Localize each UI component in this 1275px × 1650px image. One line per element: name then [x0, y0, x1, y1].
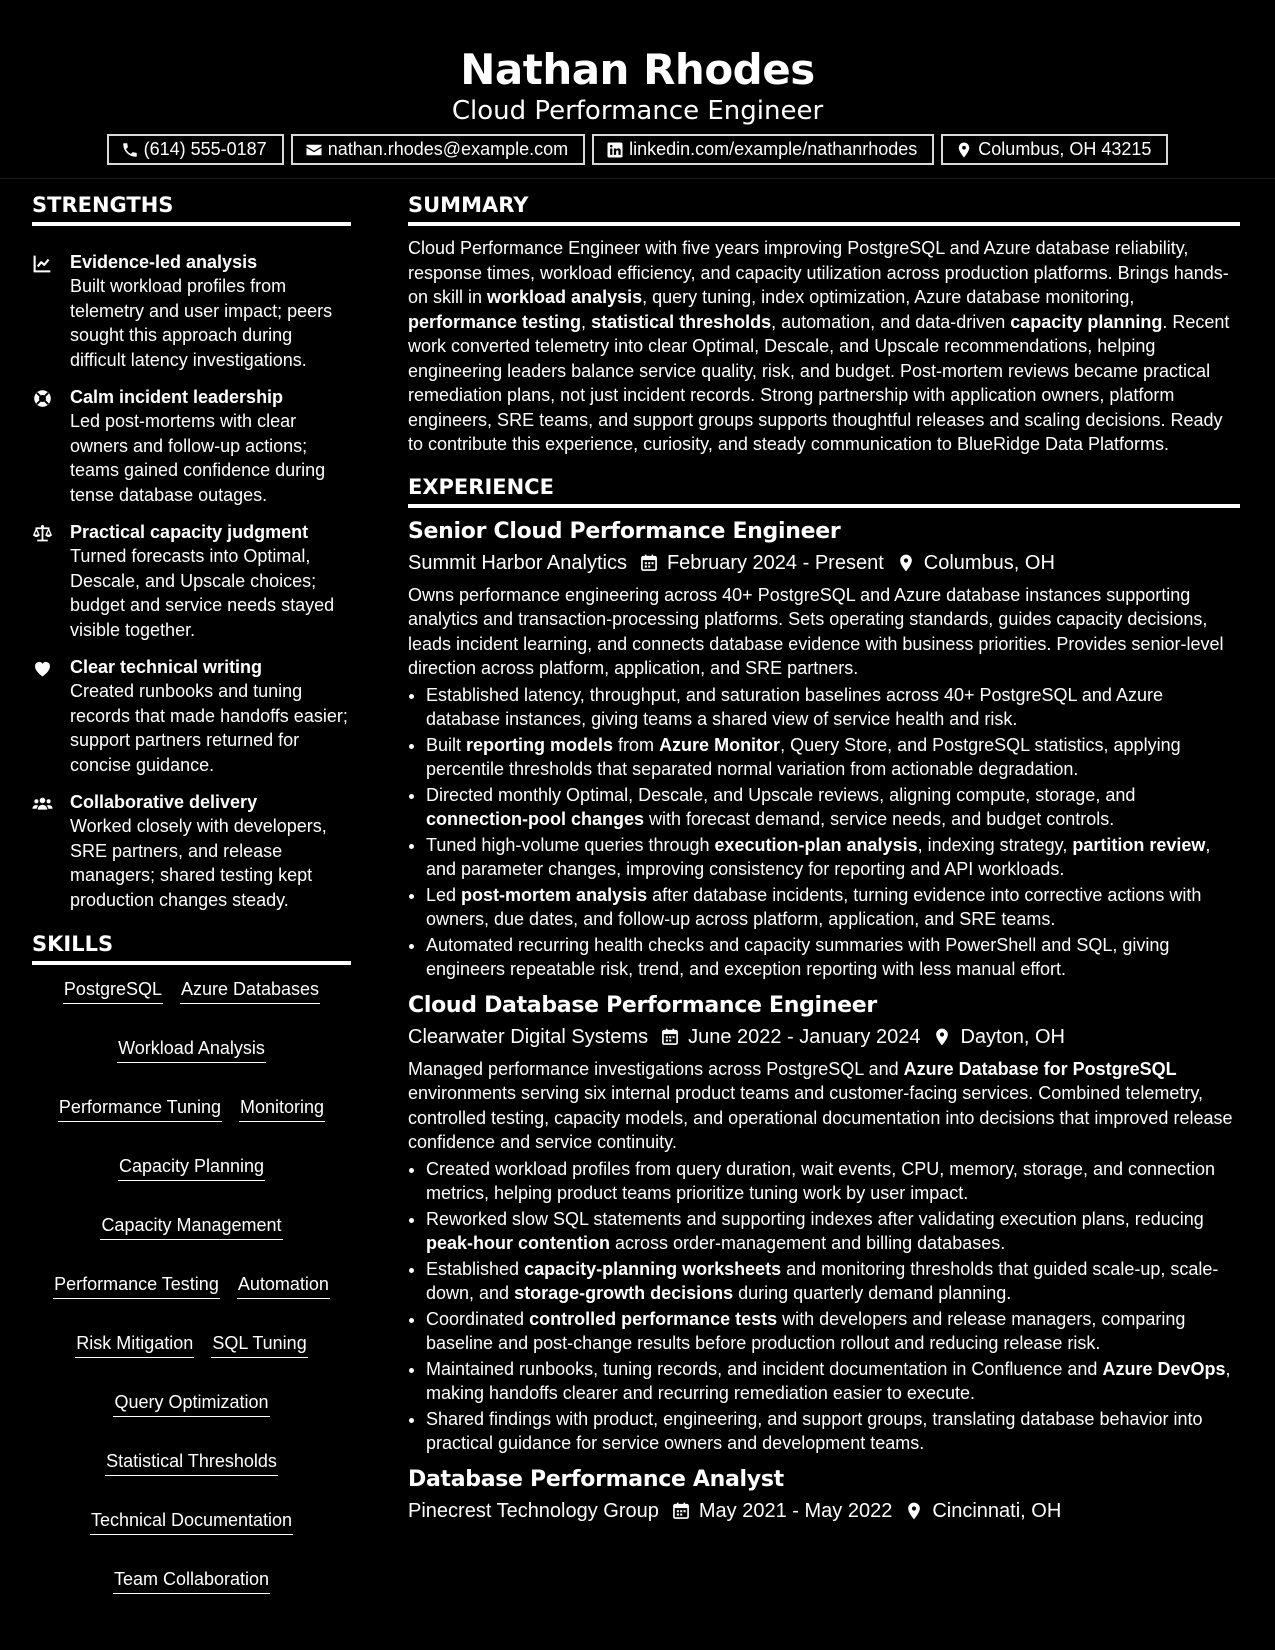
skill-tag: Query Optimization: [113, 1390, 269, 1417]
job-bullet: [426, 1157, 1240, 1206]
text-run: , making handoffs clearer and recurring remediation easier to execute.: [426, 1358, 1231, 1403]
skill-tag: PostgreSQL: [63, 977, 163, 1004]
strength-body: [70, 520, 351, 642]
job-location: Dayton, OH: [960, 1025, 1065, 1048]
job-dates: May 2021 - May 2022: [698, 1499, 893, 1522]
strengths-list: [32, 250, 351, 912]
job-title: Database Performance Analyst: [408, 1466, 784, 1492]
job-bullet: [426, 683, 1240, 732]
strength-item: [32, 520, 351, 642]
job-bullet: [426, 1257, 1240, 1306]
map-pin-icon: [892, 1501, 932, 1521]
job-bullet: [426, 1407, 1240, 1456]
skill-tag: Capacity Planning: [118, 1154, 265, 1181]
contact-item-envelope[interactable]: [291, 134, 585, 165]
strength-description: Turned forecasts into Optimal, Descale, and Upscale choices; budget and service needs stayed visible together.: [70, 546, 335, 640]
phone-icon: [121, 141, 139, 159]
strength-title: Calm incident leadership: [70, 387, 284, 407]
candidate-title: Cloud Performance Engineer: [451, 96, 824, 126]
text-run: and monitoring thresholds that guided scale-up, scale-down, and: [426, 1258, 1219, 1303]
text-run: Maintained runbooks, tuning records, and incident documentation in Confluence and: [426, 1358, 1103, 1379]
text-run: Directed monthly Optimal, Descale, and Upscale reviews, aligning compute, storage, and: [426, 784, 1136, 805]
bold-text: workload analysis: [487, 287, 643, 307]
users-icon: [32, 790, 70, 912]
contact-text: Columbus, OH 43215: [978, 139, 1152, 159]
resume-header: [0, 0, 1275, 179]
bold-text: Azure Monitor: [659, 734, 781, 755]
strength-title: Collaborative delivery: [70, 792, 258, 812]
text-run: . Recent work converted telemetry into clear Optimal, Descale, and Upscale recommendations, helping engineering leaders balance service quality, risk, and budget. Post-mortem reviews became practical remediation plans, not just incident records. Strong partnership with application owners, platform engineers, SRE teams, and support groups supports thoughtful releases and scaling decisions. Ready to contribute this experience, curiosity, and steady communication to BlueRidge Data Platforms.: [408, 311, 1230, 454]
skill-tag: Monitoring: [239, 1095, 325, 1122]
job-dates: February 2024 - Present: [666, 551, 884, 574]
job-meta: [408, 548, 1240, 578]
job-bullet: [426, 1207, 1240, 1256]
bold-text: reporting models: [466, 734, 614, 755]
text-run: Built: [426, 734, 467, 755]
text-run: Cloud Performance Engineer with five years improving PostgreSQL and Azure database reliability, response times, workload efficiency, and capacity utilization across production platforms. Brings hands-on skill in: [408, 238, 1229, 307]
strength-item: [32, 385, 351, 507]
strength-title: Clear technical writing: [70, 657, 263, 677]
job-title: Cloud Database Performance Engineer: [408, 992, 877, 1018]
bold-text: statistical thresholds: [591, 311, 772, 332]
map-pin-icon: [884, 553, 924, 573]
strength-item: [32, 655, 351, 777]
text-run: environments serving six internal product teams and customer-facing services. Combined telemetry, controlled testing, capacity models, and operational documentation into decisions that improved release confidence and service continuity.: [408, 1083, 1233, 1152]
bold-text: peak-hour contention: [426, 1233, 610, 1253]
job-bullet: [426, 833, 1240, 882]
text-run: , query tuning, index optimization, Azure database monitoring,: [642, 287, 1135, 307]
job-meta: [408, 1022, 1240, 1052]
job-location: Cincinnati, OH: [932, 1499, 1062, 1522]
skill-tag: Workload Analysis: [117, 1036, 266, 1063]
company-name: Summit Harbor Analytics: [408, 551, 627, 574]
chart-line-icon: [32, 250, 70, 372]
text-run: with developers and release managers, comparing baseline and post-change results before production rollout and reducing release risk.: [426, 1308, 1186, 1353]
text-run: Led: [426, 884, 462, 905]
summary-section: [408, 191, 1240, 457]
summary-heading: SUMMARY: [408, 191, 1240, 226]
job-bullet: [426, 883, 1240, 932]
skill-tag: Technical Documentation: [90, 1508, 293, 1535]
skill-tag: Team Collaboration: [113, 1567, 270, 1594]
bold-text: execution-plan analysis: [714, 834, 918, 855]
strength-title: Practical capacity judgment: [70, 522, 309, 542]
strength-item: [32, 790, 351, 912]
contact-text: (614) 555-0187: [143, 139, 267, 159]
contact-item-map-pin[interactable]: [941, 134, 1168, 165]
bold-text: capacity planning: [1010, 311, 1163, 332]
experience-section: [408, 473, 1240, 1526]
job-entry: [408, 518, 1240, 982]
bold-text: controlled performance tests: [529, 1308, 778, 1329]
job-bullets: [408, 1157, 1240, 1456]
strength-description: Created runbooks and tuning records that made handoffs easier; support partners returned for concise guidance.: [70, 681, 348, 775]
job-bullet: [426, 1307, 1240, 1356]
text-run: Established: [426, 1258, 525, 1279]
text-run: , automation, and data-driven: [771, 311, 1011, 332]
skill-tag: Performance Tuning: [58, 1095, 222, 1122]
skills-list: [32, 977, 351, 1594]
strength-body: [70, 385, 351, 507]
bold-text: partition review: [1072, 834, 1206, 855]
job-description: [408, 583, 1240, 681]
calendar-icon: [627, 553, 667, 573]
text-run: , indexing strategy,: [917, 834, 1073, 855]
company-name: Pinecrest Technology Group: [408, 1499, 659, 1522]
map-pin-icon: [920, 1027, 960, 1047]
summary-text: [408, 236, 1240, 457]
bold-text: capacity-planning worksheets: [524, 1258, 782, 1279]
strength-description: Built workload profiles from telemetry and user impact; peers sought this approach during difficult latency investigations.: [70, 276, 333, 370]
left-column: [32, 178, 351, 1594]
text-run: Owns performance engineering across 40+ PostgreSQL and Azure database instances supporting analytics and transaction-processing platforms. Sets operating standards, guides capacity decisions, leads incident learning, and connects database evidence with business priorities. Provides senior-level direction across platform, application, and SRE partners.: [408, 584, 1224, 678]
text-run: from: [613, 734, 660, 755]
right-column: [408, 178, 1240, 1526]
skills-section: [32, 930, 351, 1594]
experience-heading: EXPERIENCE: [408, 473, 1240, 508]
text-run: ,: [581, 311, 592, 332]
job-entry: [408, 1466, 1240, 1526]
bold-text: Azure DevOps: [1102, 1358, 1226, 1379]
candidate-name: Nathan Rhodes: [460, 45, 815, 94]
contact-bar: [0, 134, 1275, 165]
lifebuoy-icon: [32, 385, 70, 507]
contact-text: linkedin.com/example/nathanrhodes: [629, 139, 918, 159]
strength-item: [32, 250, 351, 372]
text-run: Tuned high-volume queries through: [426, 834, 715, 855]
text-run: across order-management and billing databases.: [610, 1233, 1006, 1253]
strength-description: Led post-mortems with clear owners and follow-up actions; teams gained confidence during tense database outages.: [70, 411, 326, 505]
experience-list: [408, 518, 1240, 1526]
strength-body: [70, 250, 351, 372]
text-run: , and parameter changes, improving consistency for reporting and API workloads.: [426, 834, 1211, 879]
contact-text: nathan.rhodes@example.com: [327, 139, 569, 159]
text-run: , Query Store, and PostgreSQL statistics, applying percentile thresholds that separated normal variation from actionable degradation.: [426, 734, 1181, 779]
bold-text: Azure Database for PostgreSQL: [903, 1058, 1177, 1079]
calendar-icon: [659, 1501, 699, 1521]
bold-text: post-mortem analysis: [461, 884, 648, 905]
text-run: Established latency, throughput, and saturation baselines across 40+ PostgreSQL and Azure database instances, giving teams a shared view of service health and risk.: [426, 684, 1163, 729]
text-run: after database incidents, turning evidence into corrective actions with owners, due dates, and follow-up across platform, application, and SRE teams.: [426, 884, 1202, 929]
text-run: Reworked slow SQL statements and supporting indexes after validating execution plans, reducing: [426, 1208, 1204, 1229]
job-entry: [408, 992, 1240, 1456]
text-run: Created workload profiles from query duration, wait events, CPU, memory, storage, and connection metrics, helping product teams prioritize tuning work by user impact.: [426, 1158, 1216, 1203]
skill-tag: Automation: [237, 1272, 330, 1299]
strength-body: [70, 655, 351, 777]
bold-text: performance testing: [408, 311, 582, 332]
text-run: Shared findings with product, engineering, and support groups, translating database behavior into practical guidance for service owners and development teams.: [426, 1408, 1203, 1453]
job-bullet: [426, 1357, 1240, 1406]
strength-body: [70, 790, 351, 912]
balance-scale-icon: [32, 520, 70, 642]
job-meta: [408, 1496, 1240, 1526]
linkedin-icon: [606, 141, 624, 159]
strength-title: Evidence-led analysis: [70, 252, 258, 272]
bold-text: connection-pool changes: [426, 809, 645, 829]
text-run: Automated recurring health checks and capacity summaries with PowerShell and SQL, giving engineers repeatable risk, trend, and exception reporting with less manual effort.: [426, 934, 1170, 979]
strengths-heading: STRENGTHS: [32, 191, 351, 226]
skill-tag: Statistical Thresholds: [105, 1449, 278, 1476]
envelope-icon: [305, 141, 323, 159]
strengths-section: [32, 191, 351, 912]
calendar-icon: [648, 1027, 688, 1047]
job-location: Columbus, OH: [923, 551, 1055, 574]
job-dates: June 2022 - January 2024: [688, 1025, 921, 1048]
company-name: Clearwater Digital Systems: [408, 1025, 649, 1048]
heart-icon: [32, 655, 70, 777]
job-title: Senior Cloud Performance Engineer: [408, 518, 841, 544]
job-description: [408, 1057, 1240, 1155]
skill-tag: SQL Tuning: [211, 1331, 307, 1358]
skill-tag: Capacity Management: [100, 1213, 282, 1240]
contact-item-phone[interactable]: [107, 134, 284, 165]
text-run: Coordinated: [426, 1308, 530, 1329]
bold-text: storage-growth decisions: [514, 1283, 734, 1303]
job-bullet: [426, 933, 1240, 982]
job-bullet: [426, 733, 1240, 782]
skills-heading: SKILLS: [32, 930, 351, 965]
skill-tag: Risk Mitigation: [75, 1331, 194, 1358]
skill-tag: Azure Databases: [180, 977, 320, 1004]
skill-tag: Performance Testing: [53, 1272, 220, 1299]
text-run: Managed performance investigations across PostgreSQL and: [408, 1058, 904, 1079]
text-run: during quarterly demand planning.: [733, 1283, 1012, 1303]
contact-item-linkedin[interactable]: [592, 134, 934, 165]
strength-description: Worked closely with developers, SRE partners, and release managers; shared testing kept production changes steady.: [70, 816, 327, 910]
job-bullets: [408, 683, 1240, 982]
map-pin-icon: [955, 141, 973, 159]
job-bullet: [426, 783, 1240, 832]
text-run: with forecast demand, service needs, and budget controls.: [644, 809, 1115, 829]
